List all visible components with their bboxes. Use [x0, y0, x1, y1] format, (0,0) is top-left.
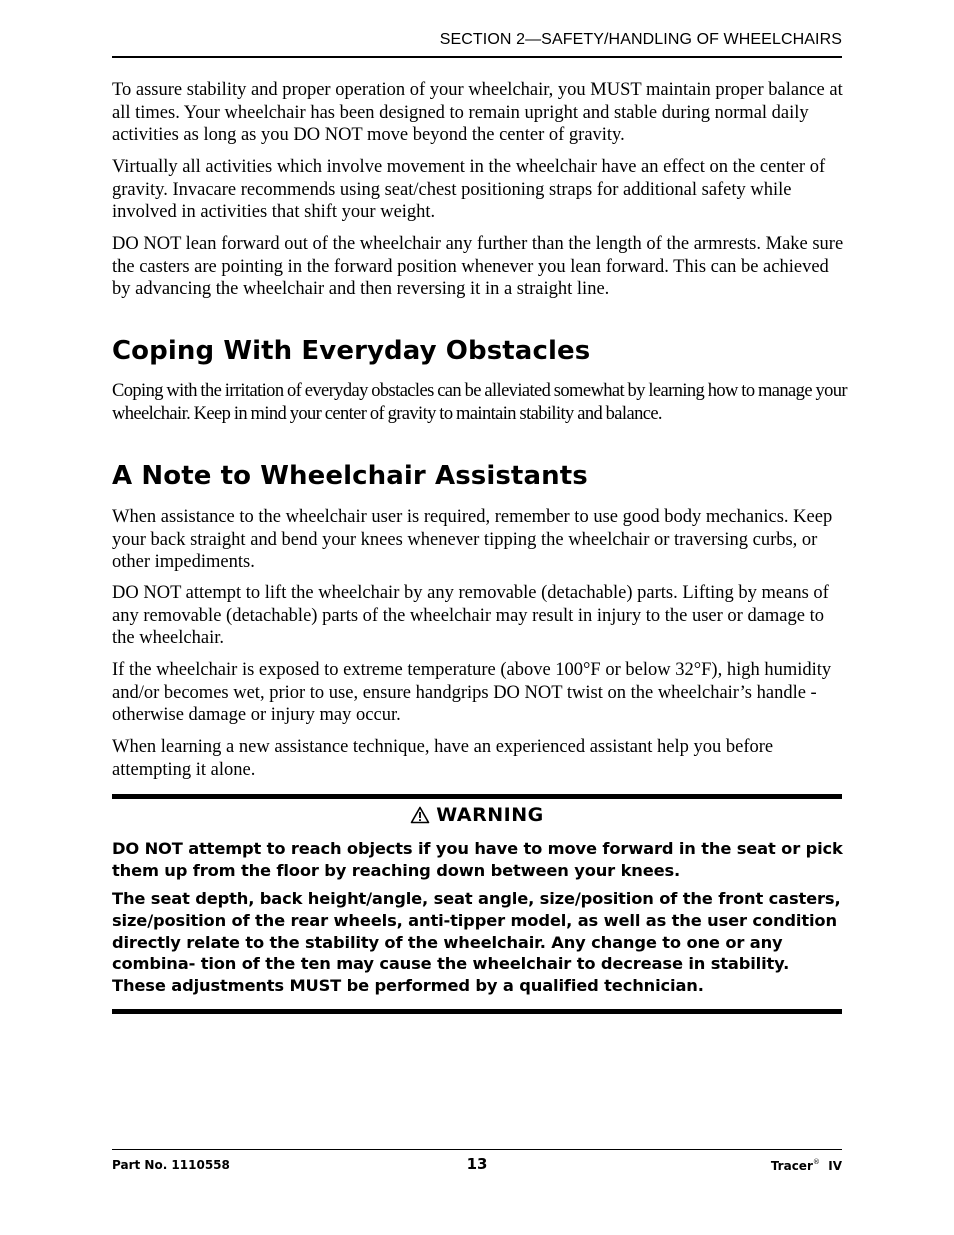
page-footer — [112, 1149, 842, 1180]
registered-mark: ® — [812, 1158, 820, 1166]
product-model: IV — [828, 1159, 842, 1173]
assistants-paragraph-temperature: If the wheelchair is exposed to extreme temperature (above 100°F or below 32°F), high humidity and/or becomes wet, prior to use, ensure handgrips DO NOT twist on the wheelchair’s handle - otherwise damage or injury may occur. — [112, 660, 832, 725]
warning-paragraph-reach-objects: DO NOT attempt to reach objects if you have to move forward in the seat or pick them up from the floor by reaching down between your knees. — [112, 839, 843, 880]
warning-top-rule — [112, 794, 842, 799]
heading-wheelchair-assistants: A Note to Wheelchair Assistants — [112, 461, 588, 491]
page-header — [112, 31, 842, 58]
assistants-paragraph-lifting: DO NOT attempt to lift the wheelchair by any removable (detachable) parts. Lifting by means of any removable (detachable) parts of the wheelchair may result in injury to the user or damage to the wheelchair. — [112, 583, 829, 648]
document-page — [112, 0, 847, 1235]
assistants-paragraph-new-technique: When learning a new assistance technique, have an experienced assistant help you before attempting it alone. — [112, 737, 774, 780]
warning-triangle-icon — [410, 806, 430, 829]
section-title: SECTION 2—SAFETY/HANDLING OF WHEELCHAIRS — [439, 31, 842, 48]
warning-title: WARNING — [436, 804, 544, 826]
page-number: 13 — [466, 1155, 488, 1173]
product-name — [771, 1158, 842, 1173]
warning-heading — [112, 804, 842, 829]
intro-paragraph-center-of-gravity: Virtually all activities which involve movement in the wheelchair have an effect on the center of gravity. Invacare recommends using seat/chest positioning straps for additional safety while involved in activities that shift your weight. — [112, 157, 826, 222]
intro-paragraph-stability: To assure stability and proper operation of your wheelchair, you MUST maintain proper balance at all times. Your wheelchair has been designed to remain upright and stable during normal daily activities as long as you DO NOT move beyond the center of gravity. — [112, 80, 843, 145]
coping-paragraph: Coping with the irritation of everyday obstacles can be alleviated somewhat by learning how to manage your wheelchair. Keep in mind your center of gravity to maintain stability and balance. — [112, 381, 847, 424]
assistants-paragraph-body-mechanics: When assistance to the wheelchair user is required, remember to use good body mechanics. Keep your back straight and bend your knees whenever tipping the wheelchair or traversing curbs, or other impediments. — [112, 507, 833, 572]
warning-paragraph-adjustments: The seat depth, back height/angle, seat angle, size/position of the front casters, size/position of the rear wheels, anti-tipper model, as well as the user condition directly relate to the stability of the wheelchair. Any change to one or any combina- tion of the ten may cause the wheelchair to decrease in stability. These adjustments MUST be performed by a qualified technician. — [112, 889, 841, 996]
intro-paragraph-lean-forward: DO NOT lean forward out of the wheelchair any further than the length of the armrests. Make sure the casters are pointing in the forward position whenever you lean forward. This can be achieved by advancing the wheelchair and then reversing it in a straight line. — [112, 234, 844, 299]
warning-bottom-rule — [112, 1009, 842, 1014]
product-brand: Tracer — [770, 1159, 813, 1173]
part-number: Part No. 1110558 — [112, 1158, 230, 1172]
heading-coping-obstacles: Coping With Everyday Obstacles — [112, 336, 591, 366]
